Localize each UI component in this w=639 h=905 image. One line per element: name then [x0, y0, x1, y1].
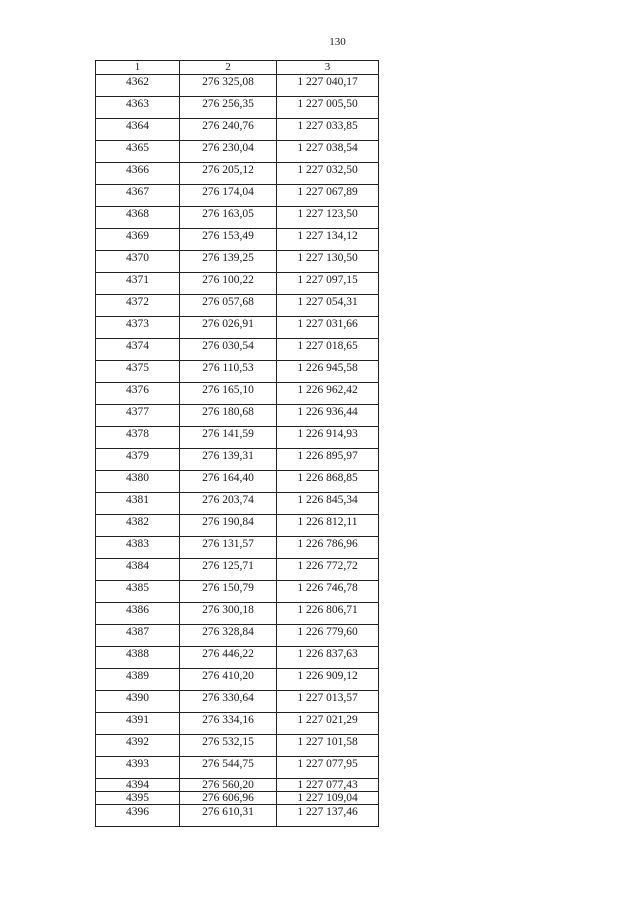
- x-coordinate-cell: 276 240,76: [180, 119, 277, 141]
- x-coordinate-cell: 276 205,12: [180, 163, 277, 185]
- table-row: [96, 691, 379, 713]
- y-coordinate-cell: 1 226 837,63: [277, 647, 379, 669]
- y-coordinate-cell: 1 226 772,72: [277, 559, 379, 581]
- y-coordinate-cell: 1 226 786,96: [277, 537, 379, 559]
- table-row: [96, 515, 379, 537]
- table-row: [96, 229, 379, 251]
- table-body: [96, 75, 379, 827]
- x-coordinate-cell: 276 230,04: [180, 141, 277, 163]
- table-row: [96, 185, 379, 207]
- coordinates-table: [95, 60, 379, 827]
- y-coordinate-cell: 1 227 031,66: [277, 317, 379, 339]
- y-coordinate-cell: 1 227 040,17: [277, 75, 379, 97]
- table-row: [96, 493, 379, 515]
- x-coordinate-cell: 276 446,22: [180, 647, 277, 669]
- y-coordinate-cell: 1 227 018,65: [277, 339, 379, 361]
- y-coordinate-cell: 1 226 806,71: [277, 603, 379, 625]
- y-coordinate-cell: 1 227 005,50: [277, 97, 379, 119]
- table-row: [96, 792, 379, 805]
- point-number-cell: 4391: [96, 713, 180, 735]
- table-row: [96, 449, 379, 471]
- y-coordinate-cell: 1 226 812,11: [277, 515, 379, 537]
- point-number-cell: 4379: [96, 449, 180, 471]
- table-row: [96, 97, 379, 119]
- x-coordinate-cell: 276 174,04: [180, 185, 277, 207]
- table-row: [96, 735, 379, 757]
- point-number-cell: 4381: [96, 493, 180, 515]
- point-number-cell: 4374: [96, 339, 180, 361]
- table-row: [96, 295, 379, 317]
- point-number-cell: 4377: [96, 405, 180, 427]
- y-coordinate-cell: 1 227 137,46: [277, 805, 379, 827]
- point-number-cell: 4369: [96, 229, 180, 251]
- column-header-1: 1: [96, 61, 180, 75]
- table-row: [96, 713, 379, 735]
- table-row: [96, 317, 379, 339]
- y-coordinate-cell: 1 227 033,85: [277, 119, 379, 141]
- table-row: [96, 581, 379, 603]
- point-number-cell: 4366: [96, 163, 180, 185]
- table-row: [96, 339, 379, 361]
- table-row: [96, 75, 379, 97]
- table-row: [96, 537, 379, 559]
- y-coordinate-cell: 1 226 779,60: [277, 625, 379, 647]
- point-number-cell: 4394: [96, 779, 180, 792]
- point-number-cell: 4376: [96, 383, 180, 405]
- table-row: [96, 119, 379, 141]
- point-number-cell: 4364: [96, 119, 180, 141]
- table-row: [96, 559, 379, 581]
- x-coordinate-cell: 276 180,68: [180, 405, 277, 427]
- table-row: [96, 757, 379, 779]
- table-row: [96, 805, 379, 827]
- x-coordinate-cell: 276 532,15: [180, 735, 277, 757]
- x-coordinate-cell: 276 125,71: [180, 559, 277, 581]
- y-coordinate-cell: 1 226 962,42: [277, 383, 379, 405]
- x-coordinate-cell: 276 139,31: [180, 449, 277, 471]
- y-coordinate-cell: 1 227 077,95: [277, 757, 379, 779]
- point-number-cell: 4382: [96, 515, 180, 537]
- point-number-cell: 4390: [96, 691, 180, 713]
- y-coordinate-cell: 1 227 097,15: [277, 273, 379, 295]
- x-coordinate-cell: 276 334,16: [180, 713, 277, 735]
- table-row: [96, 669, 379, 691]
- point-number-cell: 4363: [96, 97, 180, 119]
- point-number-cell: 4385: [96, 581, 180, 603]
- point-number-cell: 4380: [96, 471, 180, 493]
- x-coordinate-cell: 276 300,18: [180, 603, 277, 625]
- point-number-cell: 4389: [96, 669, 180, 691]
- point-number-cell: 4386: [96, 603, 180, 625]
- y-coordinate-cell: 1 227 123,50: [277, 207, 379, 229]
- point-number-cell: 4368: [96, 207, 180, 229]
- x-coordinate-cell: 276 141,59: [180, 427, 277, 449]
- x-coordinate-cell: 276 163,05: [180, 207, 277, 229]
- y-coordinate-cell: 1 226 945,58: [277, 361, 379, 383]
- point-number-cell: 4372: [96, 295, 180, 317]
- table-row: [96, 779, 379, 792]
- x-coordinate-cell: 276 544,75: [180, 757, 277, 779]
- table-row: [96, 405, 379, 427]
- x-coordinate-cell: 276 560,20: [180, 779, 277, 792]
- table-row: [96, 603, 379, 625]
- point-number-cell: 4375: [96, 361, 180, 383]
- table-row: [96, 471, 379, 493]
- point-number-cell: 4367: [96, 185, 180, 207]
- table-row: [96, 625, 379, 647]
- point-number-cell: 4371: [96, 273, 180, 295]
- y-coordinate-cell: 1 227 101,58: [277, 735, 379, 757]
- x-coordinate-cell: 276 110,53: [180, 361, 277, 383]
- column-header-3: 3: [277, 61, 379, 75]
- x-coordinate-cell: 276 026,91: [180, 317, 277, 339]
- table-row: [96, 647, 379, 669]
- table-row: [96, 207, 379, 229]
- point-number-cell: 4392: [96, 735, 180, 757]
- table-row: [96, 427, 379, 449]
- x-coordinate-cell: 276 410,20: [180, 669, 277, 691]
- x-coordinate-cell: 276 203,74: [180, 493, 277, 515]
- y-coordinate-cell: 1 227 109,04: [277, 792, 379, 805]
- point-number-cell: 4393: [96, 757, 180, 779]
- x-coordinate-cell: 276 153,49: [180, 229, 277, 251]
- header-row: [96, 61, 379, 75]
- table-row: [96, 251, 379, 273]
- point-number-cell: 4387: [96, 625, 180, 647]
- x-coordinate-cell: 276 030,54: [180, 339, 277, 361]
- x-coordinate-cell: 276 164,40: [180, 471, 277, 493]
- point-number-cell: 4365: [96, 141, 180, 163]
- point-number-cell: 4370: [96, 251, 180, 273]
- point-number-cell: 4388: [96, 647, 180, 669]
- point-number-cell: 4384: [96, 559, 180, 581]
- point-number-cell: 4396: [96, 805, 180, 827]
- table-row: [96, 361, 379, 383]
- point-number-cell: 4378: [96, 427, 180, 449]
- y-coordinate-cell: 1 227 130,50: [277, 251, 379, 273]
- x-coordinate-cell: 276 256,35: [180, 97, 277, 119]
- point-number-cell: 4373: [96, 317, 180, 339]
- y-coordinate-cell: 1 227 054,31: [277, 295, 379, 317]
- y-coordinate-cell: 1 227 134,12: [277, 229, 379, 251]
- y-coordinate-cell: 1 226 746,78: [277, 581, 379, 603]
- x-coordinate-cell: 276 165,10: [180, 383, 277, 405]
- y-coordinate-cell: 1 227 038,54: [277, 141, 379, 163]
- table-row: [96, 163, 379, 185]
- y-coordinate-cell: 1 227 032,50: [277, 163, 379, 185]
- y-coordinate-cell: 1 227 021,29: [277, 713, 379, 735]
- x-coordinate-cell: 276 057,68: [180, 295, 277, 317]
- x-coordinate-cell: 276 606,96: [180, 792, 277, 805]
- table-row: [96, 383, 379, 405]
- point-number-cell: 4362: [96, 75, 180, 97]
- x-coordinate-cell: 276 139,25: [180, 251, 277, 273]
- x-coordinate-cell: 276 131,57: [180, 537, 277, 559]
- y-coordinate-cell: 1 227 013,57: [277, 691, 379, 713]
- column-header-2: 2: [180, 61, 277, 75]
- x-coordinate-cell: 276 610,31: [180, 805, 277, 827]
- y-coordinate-cell: 1 227 067,89: [277, 185, 379, 207]
- y-coordinate-cell: 1 226 868,85: [277, 471, 379, 493]
- x-coordinate-cell: 276 100,22: [180, 273, 277, 295]
- y-coordinate-cell: 1 226 845,34: [277, 493, 379, 515]
- x-coordinate-cell: 276 325,08: [180, 75, 277, 97]
- y-coordinate-cell: 1 227 077,43: [277, 779, 379, 792]
- point-number-cell: 4383: [96, 537, 180, 559]
- y-coordinate-cell: 1 226 895,97: [277, 449, 379, 471]
- table-header: [96, 61, 379, 75]
- x-coordinate-cell: 276 190,84: [180, 515, 277, 537]
- y-coordinate-cell: 1 226 909,12: [277, 669, 379, 691]
- y-coordinate-cell: 1 226 914,93: [277, 427, 379, 449]
- x-coordinate-cell: 276 328,84: [180, 625, 277, 647]
- x-coordinate-cell: 276 150,79: [180, 581, 277, 603]
- x-coordinate-cell: 276 330,64: [180, 691, 277, 713]
- table-row: [96, 273, 379, 295]
- point-number-cell: 4395: [96, 792, 180, 805]
- table-row: [96, 141, 379, 163]
- y-coordinate-cell: 1 226 936,44: [277, 405, 379, 427]
- page-number: 130: [329, 36, 346, 48]
